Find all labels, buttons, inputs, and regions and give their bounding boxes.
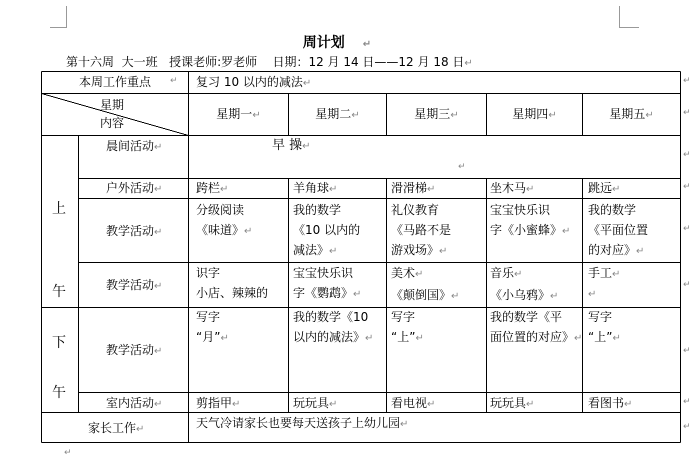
am-label: 上: [52, 201, 66, 217]
paragraph-mark: ↵: [64, 448, 72, 458]
indoor-mon: 剪指甲↵: [196, 396, 241, 410]
header-day-1: 星期一↵: [216, 107, 261, 121]
teach1-thu: 宝宝快乐识 字《小蜜蜂》↵: [490, 203, 571, 237]
parent-content: 天气冷请家长也要每天送孩子上幼儿园↵: [196, 416, 409, 430]
row-end-mark: ↵: [683, 422, 691, 432]
teach3-tue: 我的数学《10 以内的减法》↵: [293, 310, 374, 344]
teach2-tue: 宝宝快乐识 字《鹦鹉》↵: [293, 266, 362, 300]
plan-meta: 第十六周 大一班 授课老师:罗老师 日期：12 月 14 日——12 月 18 日↵: [66, 55, 473, 69]
teach1-tue: 我的数学 《10 以内的 减法》↵: [293, 203, 361, 257]
page-title: 周计划 ↵: [302, 35, 372, 51]
teach1-fri: 我的数学 《平面位置 的对应》↵: [588, 203, 649, 257]
week-label: 第十六周: [66, 55, 115, 69]
row-label-teaching-1: 教学活动↵: [106, 224, 163, 238]
teach1-wed: 礼仪教育 《马路不是 游戏场》↵: [391, 203, 452, 257]
teach3-mon: 写字 “月”↵: [196, 310, 229, 344]
header-day-4: 星期四↵: [512, 107, 557, 121]
outdoor-wed: 滑滑梯↵: [391, 181, 436, 195]
row-label-parent: 家长工作↵: [88, 421, 145, 435]
outdoor-fri: 跳远↵: [588, 181, 621, 195]
row-end-mark: ↵: [683, 224, 691, 234]
teach2-thu: 音乐↵ 《小乌鸦》↵: [490, 266, 559, 302]
teach3-wed: 写字 “上”↵: [391, 310, 424, 344]
row-end-mark: ↵: [683, 150, 691, 160]
row-label-morning: 晨间活动↵: [106, 139, 163, 153]
header-day-5: 星期五↵: [609, 107, 654, 121]
teach1-mon: 分级阅读 《味道》↵: [196, 203, 253, 237]
header-day-2: 星期二↵: [315, 107, 360, 121]
header-content-label: 内容: [100, 116, 125, 130]
class-label: 大一班: [121, 55, 158, 69]
row-label-teaching-2: 教学活动↵: [106, 278, 163, 292]
row-end-mark: ↵: [683, 346, 691, 356]
focus-label: 本周工作重点: [78, 75, 151, 89]
teach3-fri: 写字 “上”↵: [588, 310, 621, 344]
header-day-label: 星期: [100, 98, 125, 112]
indoor-wed: 看电视↵: [391, 396, 436, 410]
teacher-label: 授课老师:罗老师: [169, 55, 258, 69]
row-end-mark: ↵: [683, 397, 691, 407]
indoor-thu: 玩玩具↵: [490, 396, 535, 410]
row-label-indoor: 室内活动↵: [106, 396, 163, 410]
row-label-teaching-3: 教学活动↵: [106, 343, 163, 357]
outdoor-thu: 坐木马↵: [490, 181, 535, 195]
indoor-fri: 看图书↵: [588, 396, 633, 410]
teach2-wed: 美术↵ 《颠倒国》↵: [391, 266, 460, 302]
indoor-tue: 玩玩具↵: [293, 396, 338, 410]
date-label: 日期：12 月 14 日——12 月 18 日: [272, 55, 465, 69]
row-end-mark: ↵: [683, 280, 691, 290]
row-label-outdoor: 户外活动↵: [106, 181, 163, 195]
teach2-fri: 手工↵ ↵: [588, 266, 621, 300]
am-label-2: 午: [52, 284, 66, 300]
outdoor-mon: 跨栏↵: [196, 181, 229, 195]
pm-label: 下: [52, 335, 66, 351]
pm-label-2: 午: [52, 385, 66, 401]
teach2-mon: 识字 小店、辣辣的: [196, 266, 269, 300]
row-end-mark: ↵: [683, 108, 691, 118]
outdoor-tue: 羊角球↵: [293, 181, 338, 195]
teach3-thu: 我的数学《平 面位置的对应》↵: [490, 310, 583, 344]
morning-content: 早 操↵: [272, 138, 311, 153]
row-end-mark: ↵: [683, 76, 691, 86]
header-day-3: 星期三↵: [414, 107, 459, 121]
paragraph-mark: ↵: [458, 162, 466, 172]
focus-value: 复习 10 以内的减法↵: [196, 75, 312, 89]
paragraph-mark: ↵: [170, 76, 178, 86]
row-end-mark: ↵: [683, 182, 691, 192]
